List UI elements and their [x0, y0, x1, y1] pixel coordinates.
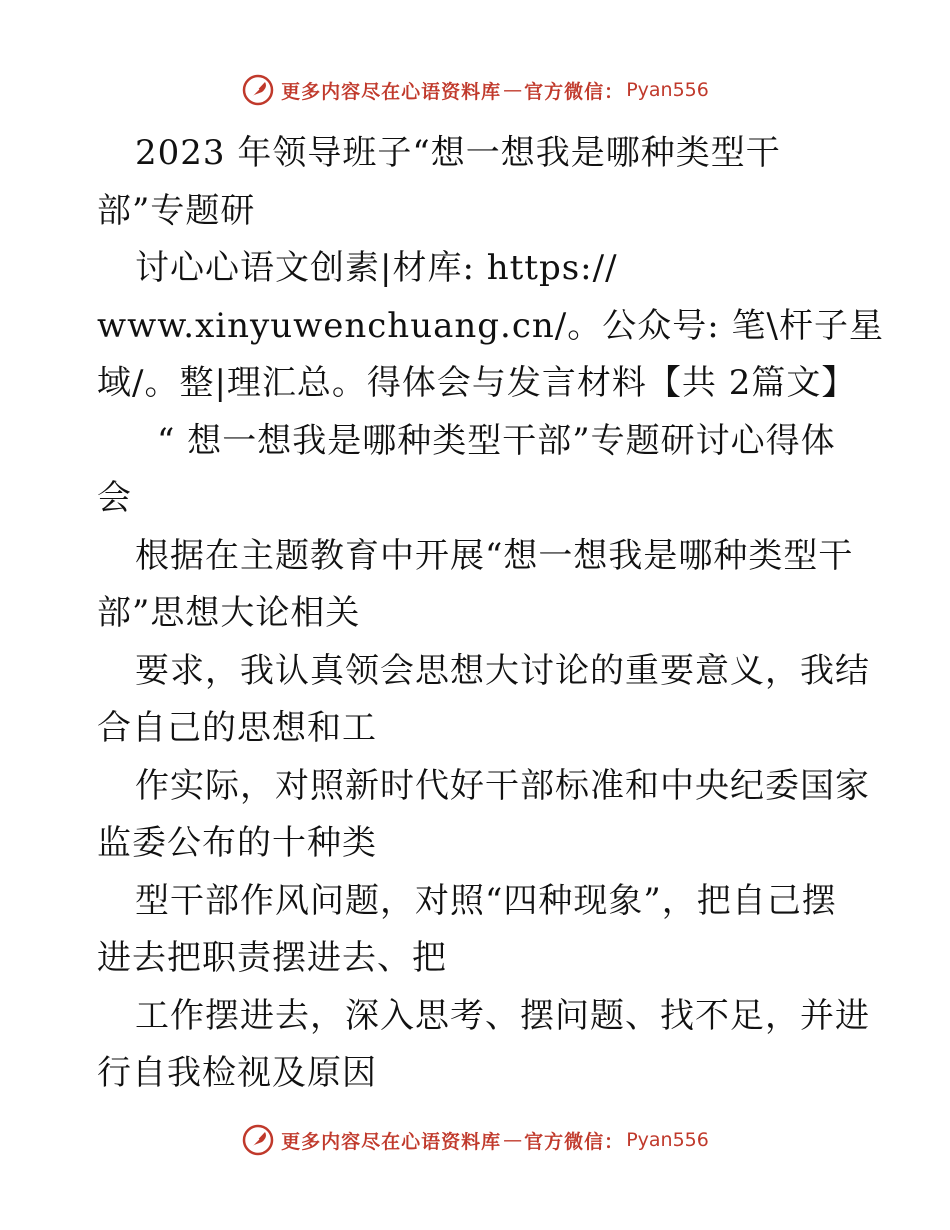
footer-banner	[0, 1120, 950, 1160]
header-banner	[0, 70, 950, 110]
banner-wechat-label: 官方微信：	[524, 1130, 625, 1153]
text-line: “ 想一想我是哪种类型干部”专题研讨心得体	[157, 420, 836, 461]
text-line: 行自我检视及原因	[97, 1053, 377, 1093]
text-line: 工作摆进去，深入思考、摆问题、找不足，并进	[135, 995, 870, 1036]
banner-wechat-label: 官方微信：	[524, 80, 625, 103]
text-line: 部”专题研	[97, 190, 256, 231]
banner-separator: —	[503, 79, 523, 101]
text-line: 2023 年领导班子“想一想我是哪种类型干	[135, 133, 781, 173]
text-line: 根据在主题教育中开展“想一想我是哪种类型干	[135, 535, 854, 576]
text-line: 作实际，对照新时代好干部标准和中央纪委国家	[135, 765, 870, 806]
text-line: 会	[97, 478, 132, 518]
text-line: www.xinyuwenchuang.cn/。公众号: 笔\杆子星	[97, 305, 884, 346]
banner-separator: —	[503, 1129, 523, 1151]
banner-text: 更多内容尽在心语资料库	[281, 80, 502, 103]
feather-pen-icon	[241, 1123, 275, 1157]
text-line: 域/。整|理汇总。得体会与发言材料【共 2篇文】	[97, 363, 857, 403]
banner-wechat-id: Pyan556	[626, 1129, 709, 1151]
text-line: 讨心心语文创素|材库: https://	[135, 248, 618, 288]
feather-pen-icon	[241, 73, 275, 107]
text-line: 要求，我认真领会思想大讨论的重要意义，我结	[135, 650, 870, 691]
text-line: 合自己的思想和工	[97, 708, 377, 748]
text-line: 部”思想大论相关	[97, 593, 361, 633]
text-line: 进去把职责摆进去、把	[97, 938, 447, 978]
banner-wechat-id: Pyan556	[626, 79, 709, 101]
text-line: 监委公布的十种类	[97, 823, 377, 863]
banner-text: 更多内容尽在心语资料库	[281, 1130, 502, 1153]
text-line: 型干部作风问题，对照“四种现象”，把自己摆	[135, 880, 837, 921]
document-body	[97, 125, 884, 1103]
